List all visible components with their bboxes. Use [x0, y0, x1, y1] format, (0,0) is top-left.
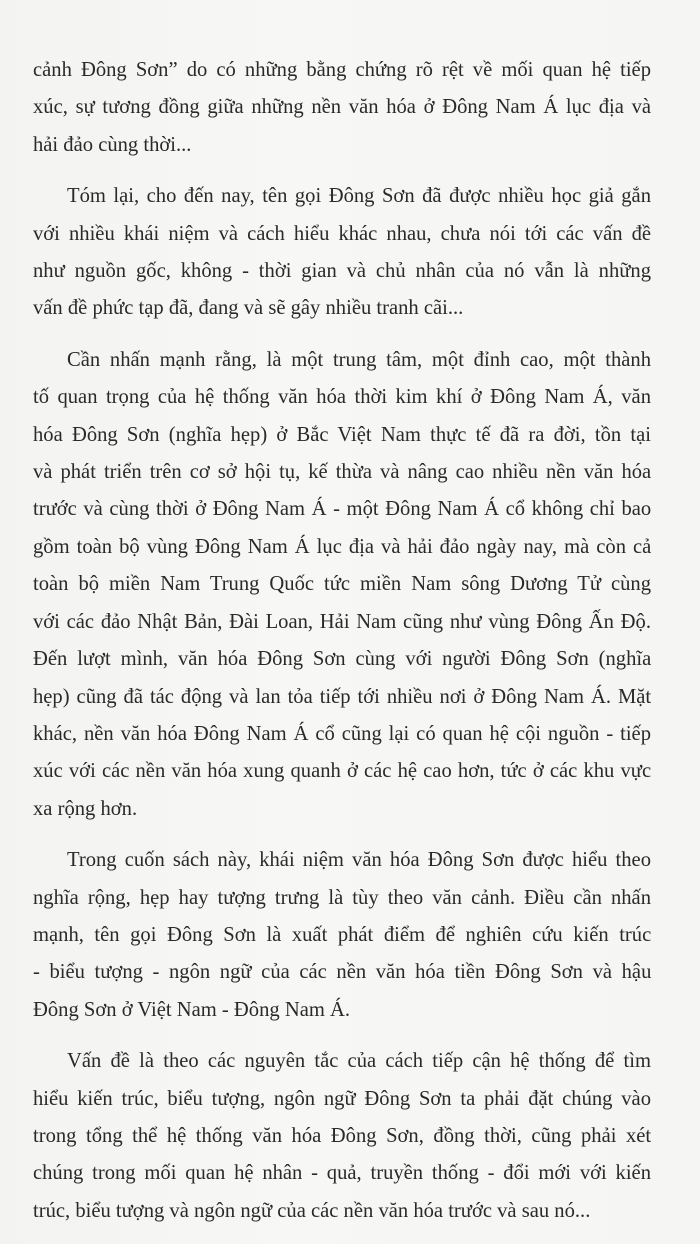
text-line: vấn đề phức tạp đã, đang và sẽ gây nhiều tranh cãi... [33, 297, 464, 320]
text-line: hiểu kiến trúc, biểu tượng, ngôn ngữ Đông Sơn ta phải đặt chúng vào [33, 1087, 651, 1110]
text-line: nghĩa rộng, hẹp hay tượng trưng là tùy theo văn cảnh. Điều cần nhấn [33, 886, 651, 909]
text-line: chúng trong mối quan hệ nhân - quả, truyền thống - đổi mới với kiến [33, 1162, 651, 1185]
document-page [33, 52, 651, 1244]
text-line: Cần nhấn mạnh rằng, là một trung tâm, một đỉnh cao, một thành [67, 348, 651, 371]
text-line: và phát triển trên cơ sở hội tụ, kế thừa và nâng cao nhiều nền văn hóa [33, 461, 652, 484]
text-line: với các đảo Nhật Bản, Đài Loan, Hải Nam cũng như vùng Đông Ấn Độ. [33, 610, 651, 633]
text-line: như nguồn gốc, không - thời gian và chủ nhân của nó vẫn là những [33, 260, 651, 283]
text-line: trong tổng thể hệ thống văn hóa Đông Sơn, đồng thời, cũng phải xét [33, 1124, 652, 1147]
text-line: với nhiều khái niệm và cách hiểu khác nhau, chưa nói tới các vấn đề [33, 222, 652, 245]
text-line: xa rộng hơn. [33, 797, 138, 820]
text-line: Đến lượt mình, văn hóa Đông Sơn cùng với người Đông Sơn (nghĩa [33, 648, 652, 671]
text-line: hóa Đông Sơn (nghĩa hẹp) ở Bắc Việt Nam thực tế đã ra đời, tồn tại [33, 423, 651, 446]
paragraph-1 [33, 52, 651, 164]
text-line: gồm toàn bộ vùng Đông Nam Á lục địa và hải đảo ngày nay, mà còn cả [33, 535, 652, 558]
text-line: tố quan trọng của hệ thống văn hóa thời kim khí ở Đông Nam Á, văn [33, 386, 651, 409]
text-line: khác, nền văn hóa Đông Nam Á cổ cũng lại có quan hệ cội nguồn - tiếp [33, 722, 651, 745]
paragraph-5 [33, 1043, 651, 1230]
text-line: - biểu tượng - ngôn ngữ của các nền văn hóa tiền Đông Sơn và hậu [33, 961, 652, 984]
text-line: trước và cùng thời ở Đông Nam Á - một Đông Nam Á cổ không chỉ bao [33, 498, 652, 521]
text-line: xúc với các nền văn hóa xung quanh ở các hệ cao hơn, tức ở các khu vực [33, 760, 652, 783]
text-line: toàn bộ miền Nam Trung Quốc tức miền Nam sông Dương Tử cùng [33, 573, 651, 596]
text-line: xúc, sự tương đồng giữa những nền văn hóa ở Đông Nam Á lục địa và [33, 96, 652, 119]
text-line: Tóm lại, cho đến nay, tên gọi Đông Sơn đã được nhiều học giả gắn [67, 185, 651, 208]
paragraph-4 [33, 842, 651, 1029]
text-line: Trong cuốn sách này, khái niệm văn hóa Đông Sơn được hiểu theo [67, 849, 651, 872]
text-line: Vấn đề là theo các nguyên tắc của cách tiếp cận hệ thống để tìm [67, 1050, 651, 1073]
text-line: cảnh Đông Sơn” do có những bằng chứng rõ rệt về mối quan hệ tiếp [33, 59, 651, 81]
paragraph-3 [33, 342, 651, 828]
text-line: hẹp) cũng đã tác động và lan tỏa tiếp tới nhiều nơi ở Đông Nam Á. Mặt [33, 685, 652, 708]
paragraph-2 [33, 178, 651, 328]
text-line: trúc, biểu tượng và ngôn ngữ của các nền văn hóa trước và sau nó... [33, 1199, 591, 1222]
text-line: Đông Sơn ở Việt Nam - Đông Nam Á. [33, 998, 351, 1021]
text-line: hải đảo cùng thời... [33, 133, 192, 156]
text-line: mạnh, tên gọi Đông Sơn là xuất phát điểm để nghiên cứu kiến trúc [33, 923, 652, 946]
